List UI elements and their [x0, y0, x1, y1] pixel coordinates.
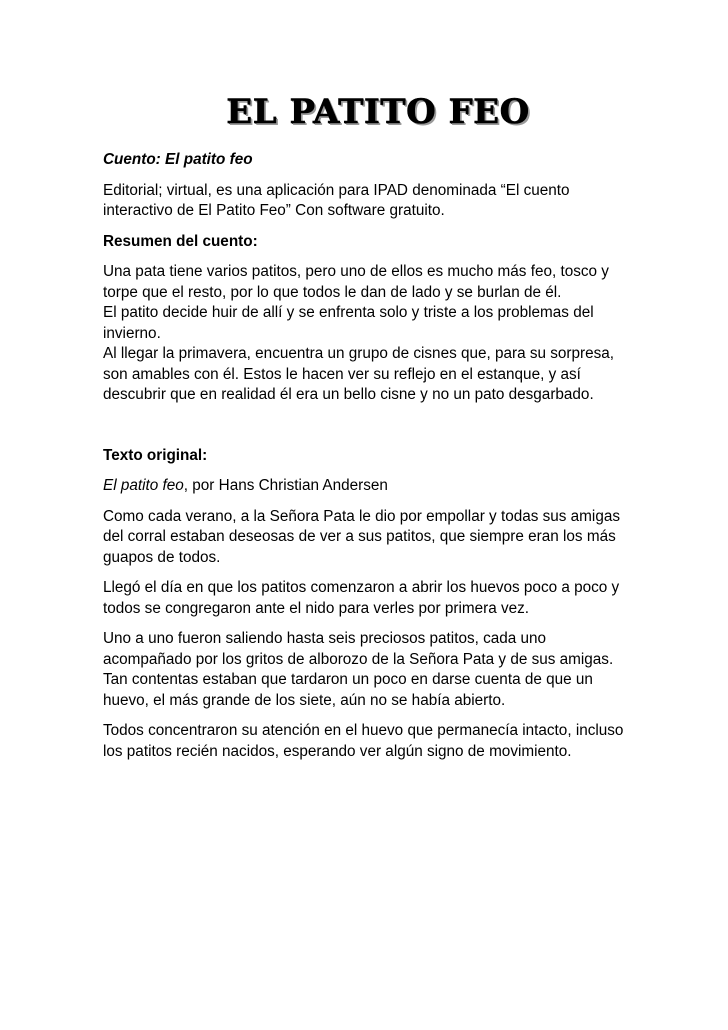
summary-line: Una pata tiene varios patitos, pero uno de ellos es mucho más feo, tosco y torpe que el resto, por lo que todos le dan de lado y se burlan de él.: [103, 263, 609, 301]
author-text: , por Hans Christian Andersen: [183, 477, 388, 494]
editorial-paragraph: Editorial; virtual, es una aplicación para IPAD denominada “El cuento interactivo de El Patito Feo” Con software gratuito.: [103, 181, 570, 219]
document-page: [103, 92, 633, 762]
work-title: El patito feo: [103, 477, 184, 494]
summary-line: El patito decide huir de allí y se enfrenta solo y triste a los problemas del invierno.: [103, 304, 594, 342]
summary-block: [103, 262, 633, 406]
byline: [103, 476, 633, 497]
story-paragraph: Como cada verano, a la Señora Pata le dio por empollar y todas sus amigas del corral estaban deseosas de ver a sus patitos, que siempre eran los más guapos de todos.: [103, 507, 620, 566]
summary-heading: Resumen del cuento:: [103, 232, 258, 250]
story-subtitle: Cuento: El patito feo: [103, 151, 253, 168]
original-text-heading: Texto original:: [103, 446, 208, 464]
summary-line: Al llegar la primavera, encuentra un grupo de cisnes que, para su sorpresa, son amables con él. Estos le hacen ver su reflejo en el estanque, y así descubrir que en realidad él era un bello cisne y no un pato desgarbado.: [103, 345, 615, 403]
story-paragraph: Uno a uno fueron saliendo hasta seis preciosos patitos, cada uno acompañado por los gritos de alborozo de la Señora Pata y de sus amigas. Tan contentas estaban que tardaron un poco en darse cuenta de que un huevo, el más grande de los siete, aún no se había abierto.: [103, 630, 614, 709]
document-title: EL PATITO FEO: [226, 92, 530, 132]
story-paragraph: Llegó el día en que los patitos comenzaron a abrir los huevos poco a poco y todos se congregaron ante el nido para verles por primera vez.: [103, 579, 620, 617]
story-paragraph: Todos concentraron su atención en el huevo que permanecía intacto, incluso los patitos recién nacidos, esperando ver algún signo de movimiento.: [103, 722, 624, 760]
